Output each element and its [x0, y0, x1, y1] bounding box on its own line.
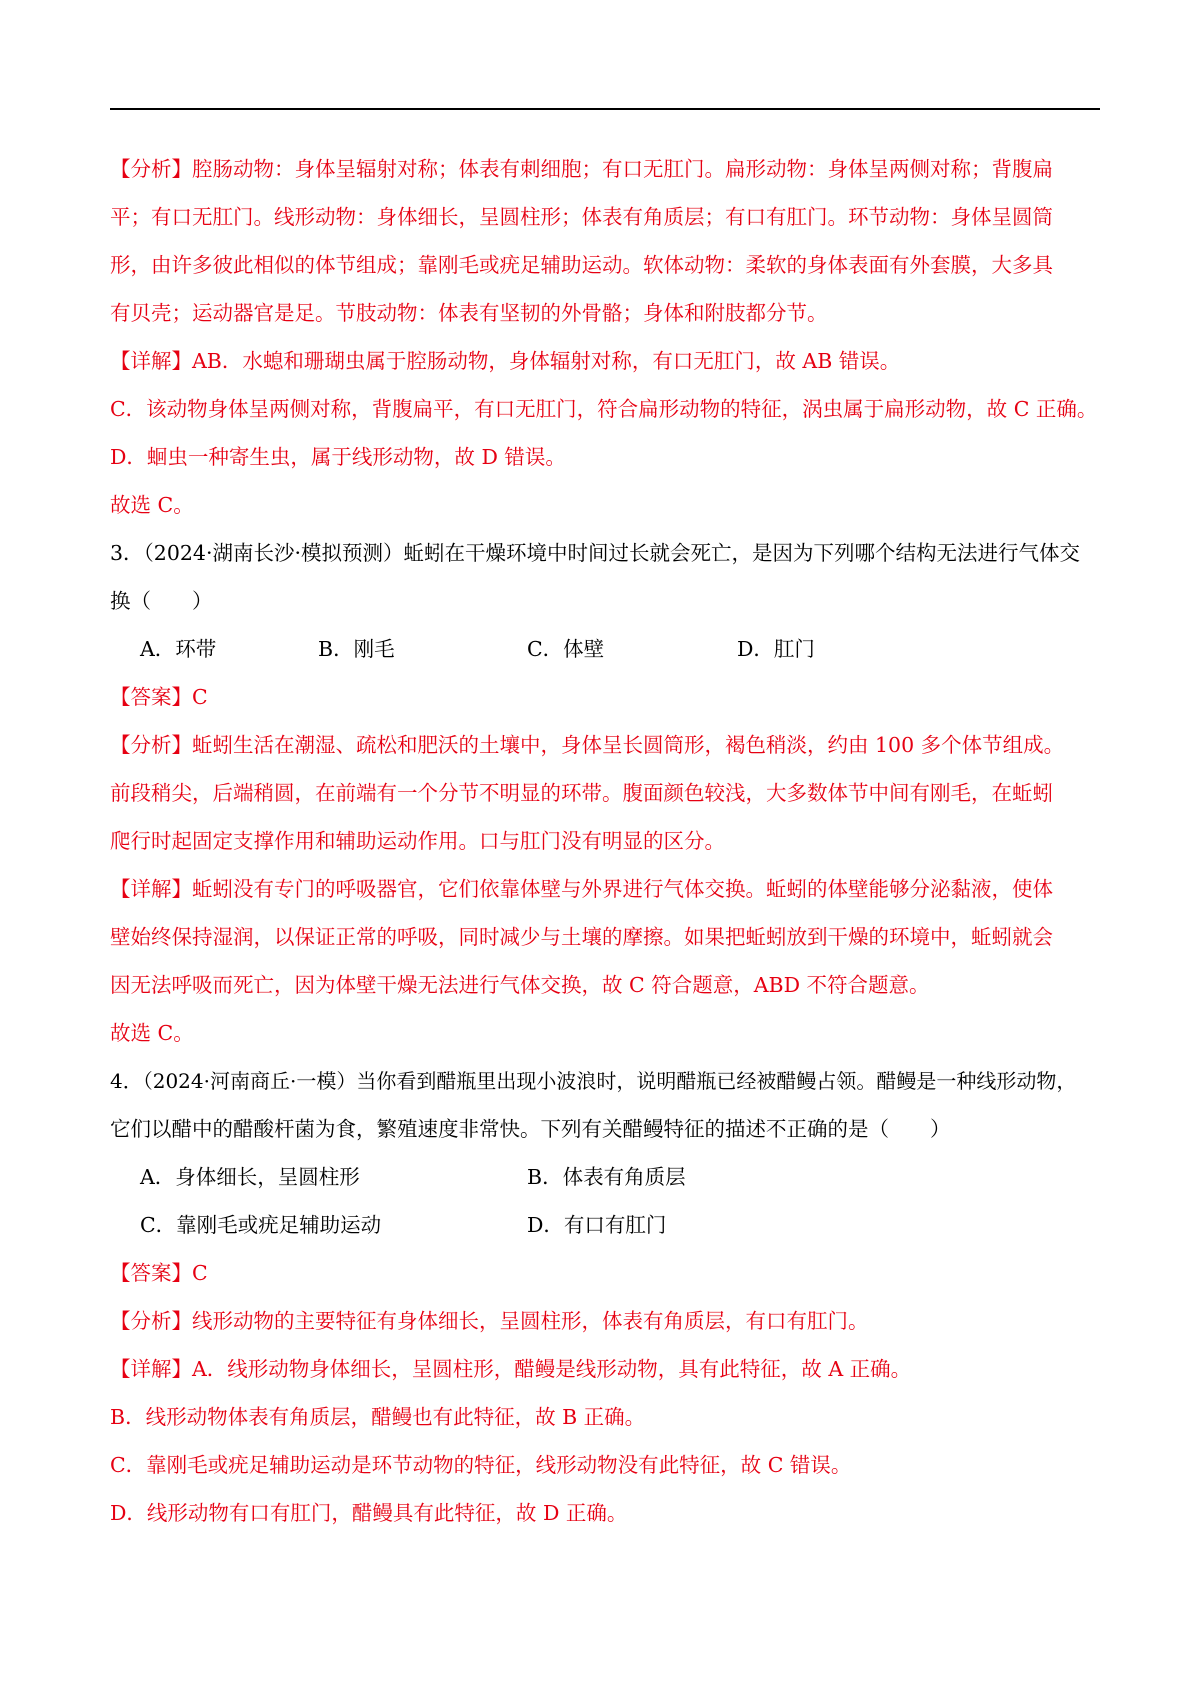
q3-option-d: D．肛门 [737, 637, 815, 661]
q3-analysis-line: 爬行时起固定支撑作用和辅助运动作用。口与肛门没有明显的区分。 [110, 829, 725, 853]
q2-analysis-line: 形，由许多彼此相似的体节组成；靠刚毛或疣足辅助运动。软体动物：柔软的身体表面有外套膜，大多具 [110, 253, 1053, 277]
q4-option-c: C．靠刚毛或疣足辅助运动 [140, 1213, 382, 1237]
q3-answer: 【答案】C [110, 685, 208, 709]
q4-option-a: A．身体细长，呈圆柱形 [140, 1165, 360, 1189]
q3-detail-line: 壁始终保持湿润，以保证正常的呼吸，同时减少与土壤的摩擦。如果把蚯蚓放到干燥的环境中，蚯蚓就会 [110, 925, 1053, 949]
q2-detail-line: 【详解】AB．水螅和珊瑚虫属于腔肠动物，身体辐射对称，有口无肛门，故 AB 错误。 [110, 349, 901, 373]
q3-option-b: B．刚毛 [318, 637, 395, 661]
q3-stem-line: 3．（2024·湖南长沙·模拟预测）蚯蚓在干燥环境中时间过长就会死亡，是因为下列哪个结构无法进行气体交 [110, 541, 1080, 565]
q4-detail-line: B．线形动物体表有角质层，醋鳗也有此特征，故 B 正确。 [110, 1405, 646, 1429]
q3-conclusion: 故选 C。 [110, 1021, 194, 1045]
q3-detail-line: 【详解】蚯蚓没有专门的呼吸器官，它们依靠体壁与外界进行气体交换。蚯蚓的体壁能够分泌黏液，使体 [110, 877, 1053, 901]
q2-analysis-line: 有贝壳；运动器官是足。节肢动物：体表有坚韧的外骨骼；身体和附肢都分节。 [110, 301, 828, 325]
q4-stem-line: 4．（2024·河南商丘·一模）当你看到醋瓶里出现小波浪时，说明醋瓶已经被醋鳗占领。醋鳗是一种线形动物， [110, 1069, 1077, 1093]
q2-analysis-line: 【分析】腔肠动物：身体呈辐射对称；体表有刺细胞；有口无肛门。扁形动物：身体呈两侧对称；背腹扁 [110, 157, 1053, 181]
q4-option-b: B．体表有角质层 [527, 1165, 686, 1189]
q4-detail-line: 【详解】A．线形动物身体细长，呈圆柱形，醋鳗是线形动物，具有此特征，故 A 正确。 [110, 1357, 912, 1381]
q2-detail-line: D．蛔虫一种寄生虫，属于线形动物，故 D 错误。 [110, 445, 566, 469]
q4-option-d: D．有口有肛门 [527, 1213, 667, 1237]
q3-option-a: A．环带 [140, 637, 217, 661]
q4-detail-line: D．线形动物有口有肛门，醋鳗具有此特征，故 D 正确。 [110, 1501, 628, 1525]
q4-detail-line: C．靠刚毛或疣足辅助运动是环节动物的特征，线形动物没有此特征，故 C 错误。 [110, 1453, 852, 1477]
q2-detail-line: C．该动物身体呈两侧对称，背腹扁平，有口无肛门，符合扁形动物的特征，涡虫属于扁形动物，故 C 正确。 [110, 397, 1098, 421]
q4-answer: 【答案】C [110, 1261, 208, 1285]
q3-analysis-line: 【分析】蚯蚓生活在潮湿、疏松和肥沃的土壤中，身体呈长圆筒形，褐色稍淡，约由 100 多个体节组成。 [110, 733, 1065, 757]
q4-analysis: 【分析】线形动物的主要特征有身体细长，呈圆柱形，体表有角质层，有口有肛门。 [110, 1309, 869, 1333]
header-rule [110, 108, 1100, 110]
q2-analysis-line: 平；有口无肛门。线形动物：身体细长，呈圆柱形；体表有角质层；有口有肛门。环节动物：身体呈圆筒 [110, 205, 1053, 229]
q3-analysis-line: 前段稍尖，后端稍圆，在前端有一个分节不明显的环带。腹面颜色较浅，大多数体节中间有刚毛，在蚯蚓 [110, 781, 1053, 805]
q3-stem-line: 换（ ） [110, 589, 213, 613]
q3-detail-line: 因无法呼吸而死亡，因为体壁干燥无法进行气体交换，故 C 符合题意，ABD 不符合题意。 [110, 973, 930, 997]
q4-stem-line: 它们以醋中的醋酸杆菌为食，繁殖速度非常快。下列有关醋鳗特征的描述不正确的是（ ） [110, 1117, 951, 1141]
q3-option-c: C．体壁 [527, 637, 605, 661]
q2-conclusion: 故选 C。 [110, 493, 194, 517]
